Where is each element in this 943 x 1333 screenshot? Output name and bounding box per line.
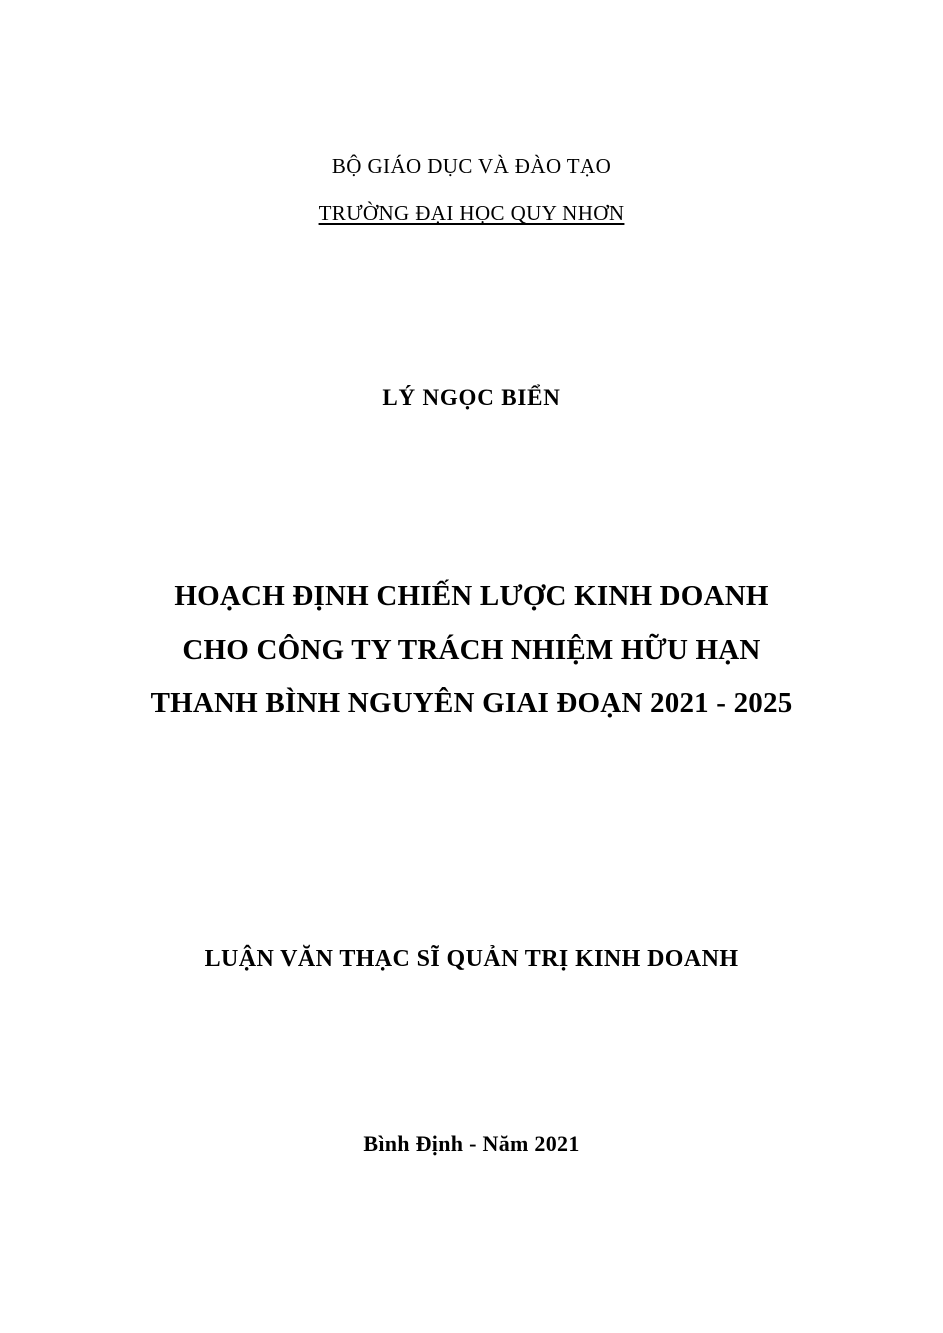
title-line-1: HOẠCH ĐỊNH CHIẾN LƯỢC KINH DOANH [174,580,769,612]
author-name [0,385,943,411]
place-and-year [0,1131,943,1157]
author-text: LÝ NGỌC BIỂN [382,385,561,410]
degree-text: LUẬN VĂN THẠC SĨ QUẢN TRỊ KINH DOANH [204,946,739,972]
ministry-name [0,152,943,180]
thesis-title [0,570,943,731]
title-line-2: CHO CÔNG TY TRÁCH NHIỆM HỮU HẠN [182,633,761,666]
ministry-text: BỘ GIÁO DỤC VÀ ĐÀO TẠO [331,154,612,178]
place-year-text: Bình Định - Năm 2021 [363,1131,580,1156]
university-name [0,199,943,227]
title-line-3: THANH BÌNH NGUYÊN GIAI ĐOẠN 2021 - 2025 [150,687,793,720]
university-text: TRƯỜNG ĐẠI HỌC QUY NHƠN [318,201,625,225]
degree-label [0,946,943,973]
